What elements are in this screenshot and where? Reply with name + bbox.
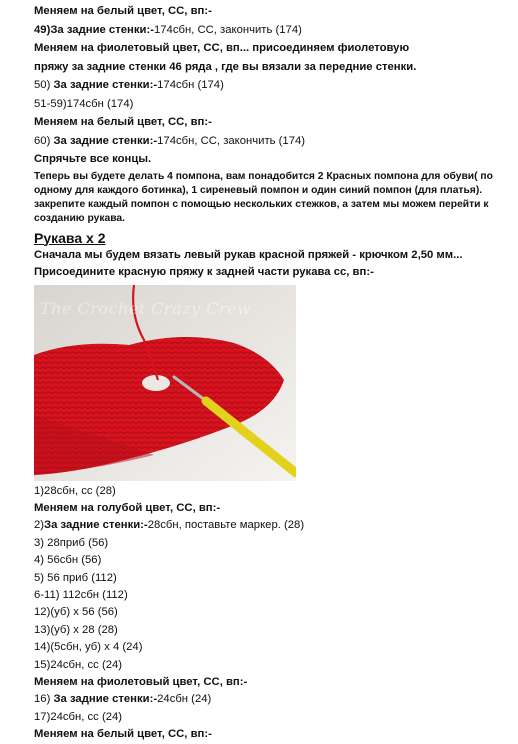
pattern-row (34, 570, 504, 587)
document (34, 2, 504, 744)
row-bold-text: Меняем на фиолетовый цвет, СС, вп:- (34, 675, 248, 688)
row-text: 4) 56сбн (56) (34, 554, 102, 567)
pattern-row (34, 500, 504, 517)
row-text: 2) (34, 519, 45, 532)
row-bold-text: Меняем на голубой цвет, СС, вп:- (34, 501, 221, 514)
row-text: 28сбн, поставьте маркер. (28) (147, 519, 305, 532)
watermark: The Crochet Crazy Crew (40, 298, 252, 318)
row-text: 60) (34, 134, 54, 147)
pattern-row (34, 76, 504, 95)
pattern-row (34, 132, 504, 151)
pompom-paragraph: Теперь вы будете делать 4 помпона, вам понадобится 2 Красных помпона для обуви( по одному для каждого ботинка), 1 сиреневый помпон и один синий помпон (для платья). закрепите каждый помпон с помощью нескольких стежков, а затем мы можем перейти к созданию рукава. (34, 170, 493, 224)
pattern-row (34, 113, 504, 132)
pattern-row (34, 691, 504, 708)
row-bold-text: За задние стенки:- (53, 134, 158, 147)
pattern-row (34, 95, 504, 114)
pattern-row (34, 674, 504, 691)
row-text: 14)(5сбн, уб) х 4 (24) (34, 641, 143, 654)
row-bold-text: За задние стенки:- (44, 519, 148, 532)
row-text: 16) (34, 693, 54, 706)
row-bold-text: За задние стенки:- (53, 693, 158, 706)
pattern-row (34, 535, 504, 552)
sleeve-intro: Сначала мы будем вязать левый рукав красной пряжей - крючком 2,50 мм... Присоедините красную пряжу к задней части рукава сс, вп:- (34, 248, 463, 278)
pattern-row (34, 657, 504, 674)
section-heading: Рукава х 2 (34, 229, 106, 246)
pattern-row (34, 552, 504, 569)
pattern-row (34, 709, 504, 726)
crochet-sleeve-photo (34, 285, 296, 481)
pattern-row (34, 2, 504, 21)
row-bold-text: За задние стенки:- (53, 79, 158, 91)
row-text: 5) 56 приб (112) (34, 571, 117, 584)
row-text: 50) (34, 79, 54, 91)
row-text: 17)24сбн, сс (24) (34, 710, 123, 723)
pattern-row (34, 21, 504, 40)
pattern-row (34, 587, 504, 604)
row-text: 6-11) 112сбн (112) (34, 588, 128, 601)
pattern-row (34, 639, 504, 656)
row-bold-text: Меняем на белый цвет, СС, вп:- (34, 728, 212, 741)
row-bold-text: Меняем на фиолетовый цвет, СС, вп... присоединяем фиолетовую (34, 42, 410, 54)
row-text: 174сбн, СС, закончить (174) (157, 134, 306, 147)
pattern-row (34, 726, 504, 743)
row-bold-text: Спрячьте все концы. (34, 153, 152, 165)
row-text: 3) 28приб (56) (34, 536, 109, 549)
pattern-rows-top (34, 2, 504, 169)
row-text: 12)(уб) х 56 (56) (34, 606, 118, 619)
row-bold-text: пряжу за задние стенки 46 ряда , где вы вязали за передние стенки. (34, 60, 417, 73)
row-text: 1)28сбн, сс (28) (34, 484, 116, 497)
pattern-row (34, 150, 504, 169)
pattern-row (34, 58, 504, 77)
pattern-row (34, 604, 504, 621)
row-text: 51-59)174сбн (174) (34, 97, 134, 110)
row-text: 174сбн, СС, закончить (174) (153, 23, 302, 36)
row-bold-text: 49)За задние стенки:- (34, 23, 154, 36)
pattern-rows-sleeve (34, 483, 504, 744)
pattern-row (34, 39, 504, 58)
row-text: 13)(уб) х 28 (28) (34, 623, 118, 636)
row-bold-text: Меняем на белый цвет, СС, вп:- (34, 116, 212, 128)
row-bold-text: Меняем на белый цвет, СС, вп:- (34, 5, 212, 17)
row-text: 24сбн (24) (157, 693, 212, 706)
pattern-row (34, 483, 504, 500)
pattern-row (34, 622, 504, 639)
row-text: 174сбн (174) (157, 79, 224, 91)
pattern-row (34, 517, 504, 534)
row-text: 15)24сбн, сс (24) (34, 658, 123, 671)
